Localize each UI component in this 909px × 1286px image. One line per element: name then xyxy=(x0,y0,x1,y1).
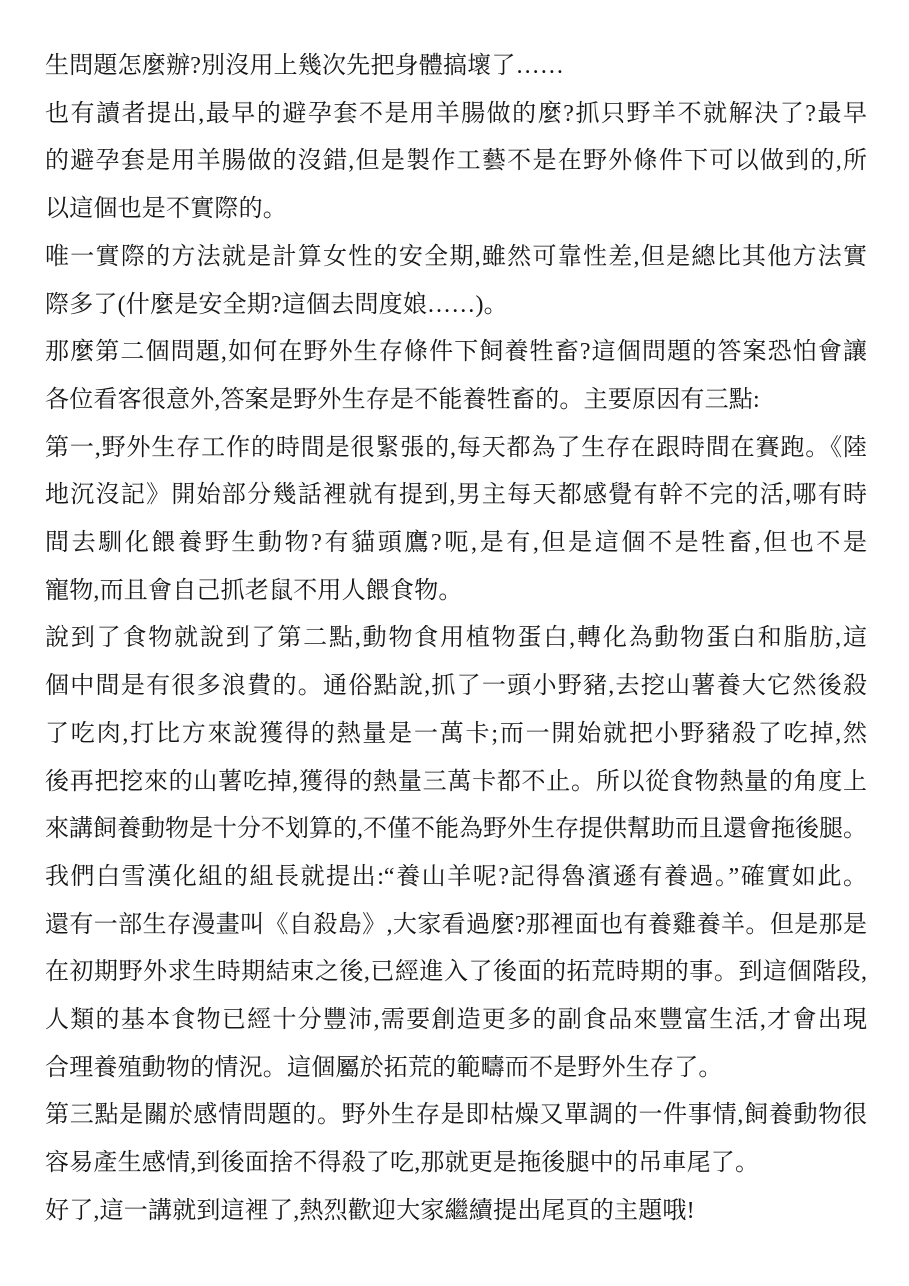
text-line: 還有一部生存漫畫叫《自殺島》,大家看過麼?那裡面也有養雞養羊。但是那是 xyxy=(45,911,867,938)
text-line: 各位看客很意外,答案是野外生存是不能養牲畜的。主要原因有三點: xyxy=(45,386,760,413)
text-line: 在初期野外求生時期結束之後,已經進入了後面的拓荒時期的事。到這個階段, xyxy=(45,959,867,986)
text-line: 來講飼養動物是十分不划算的,不僅不能為野外生存提供幫助而且還會拖後腿。 xyxy=(45,816,867,843)
text-line: 以這個也是不實際的。 xyxy=(45,196,287,223)
text-line: 際多了(什麼是安全期?這個去問度娘……)。 xyxy=(45,291,508,318)
text-line: 也有讀者提出,最早的避孕套不是用羊腸做的麼?抓只野羊不就解決了?最早 xyxy=(45,100,867,127)
text-block xyxy=(45,43,867,1236)
text-line: 我們白雪漢化組的組長就提出:“養山羊呢?記得魯濱遜有養過。”確實如此。 xyxy=(45,863,867,890)
text-line: 地沉沒記》開始部分幾話裡就有提到,男主每天都感覺有幹不完的活,哪有時 xyxy=(45,482,867,509)
text-line: 第一,野外生存工作的時間是很緊張的,每天都為了生存在跟時間在賽跑。《陸 xyxy=(45,434,867,461)
text-line: 那麼第二個問題,如何在野外生存條件下飼養牲畜?這個問題的答案恐怕會讓 xyxy=(45,339,867,366)
text-line: 的避孕套是用羊腸做的沒錯,但是製作工藝不是在野外條件下可以做到的,所 xyxy=(45,148,867,175)
text-line: 第三點是關於感情問題的。野外生存是即枯燥又單調的一件事情,飼養動物很 xyxy=(45,1102,867,1129)
text-line: 後再把挖來的山薯吃掉,獲得的熱量三萬卡都不止。所以從食物熱量的角度上 xyxy=(45,768,867,795)
text-line: 說到了食物就說到了第二點,動物食用植物蛋白,轉化為動物蛋白和脂肪,這 xyxy=(45,625,867,652)
text-line: 好了,這一講就到這裡了,熱烈歡迎大家繼續提出尾頁的主題哦! xyxy=(45,1197,695,1224)
text-line: 人類的基本食物已經十分豐沛,需要創造更多的副食品來豐富生活,才會出現 xyxy=(45,1007,867,1034)
text-line: 唯一實際的方法就是計算女性的安全期,雖然可靠性差,但是總比其他方法實 xyxy=(45,243,867,270)
text-line: 寵物,而且會自己抓老鼠不用人餵食物。 xyxy=(45,577,463,604)
text-line: 生問題怎麼辦?別沒用上幾次先把身體搞壞了…… xyxy=(45,53,565,79)
text-line: 容易產生感情,到後面捨不得殺了吃,那就更是拖後腿中的吊車尾了。 xyxy=(45,1150,760,1177)
text-line: 個中間是有很多浪費的。通俗點說,抓了一頭小野豬,去挖山薯養大它然後殺 xyxy=(45,673,867,700)
text-line: 合理養殖動物的情況。這個屬於拓荒的範疇而不是野外生存了。 xyxy=(45,1054,723,1081)
text-line: 間去馴化餵養野生動物?有貓頭鷹?呃,是有,但是這個不是牲畜,但也不是 xyxy=(45,530,867,557)
text-line: 了吃肉,打比方來說獲得的熱量是一萬卡;而一開始就把小野豬殺了吃掉,然 xyxy=(45,720,867,747)
